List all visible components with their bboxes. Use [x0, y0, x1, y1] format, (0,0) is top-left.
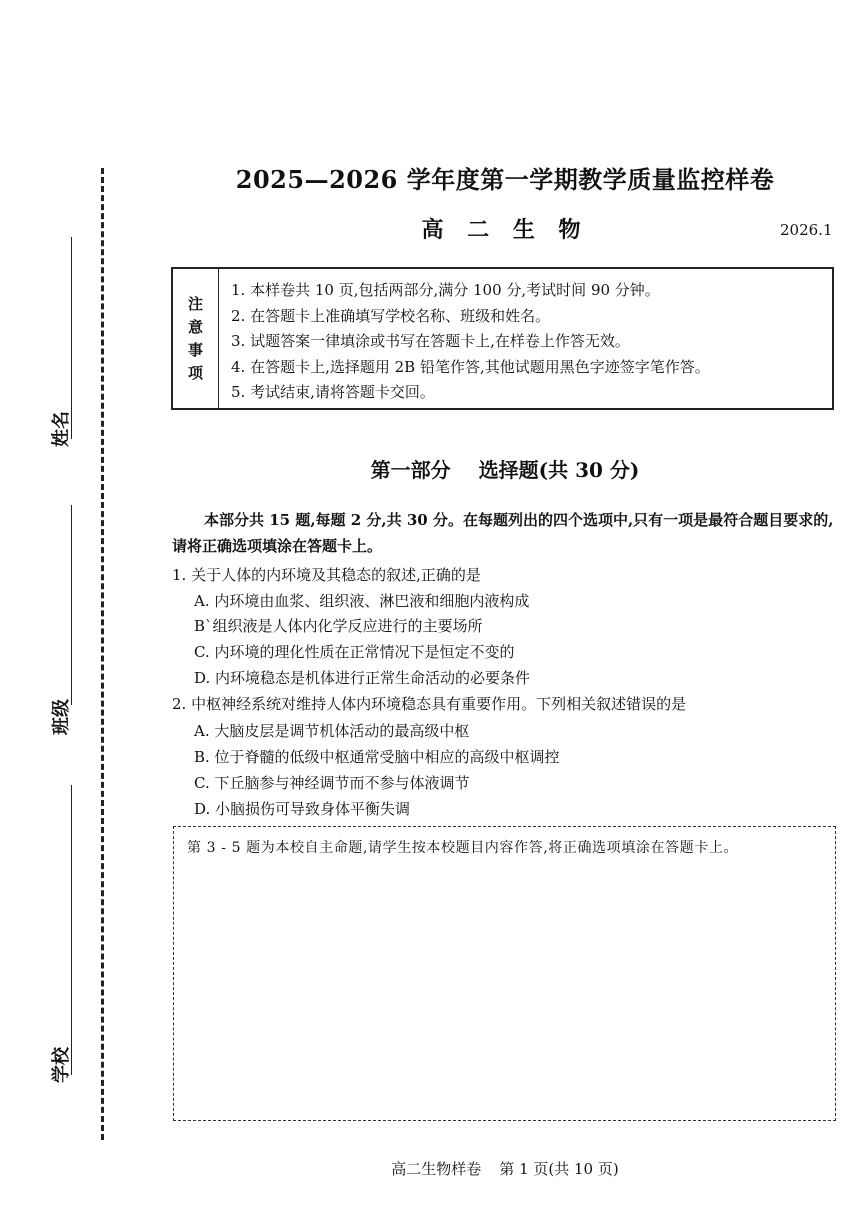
- notice-item: 1. 本样卷共 10 页,包括两部分,满分 100 分,考试时间 90 分钟。: [231, 281, 660, 299]
- exam-date: 2026.1: [780, 221, 833, 239]
- notice-item: 4. 在答题卡上,选择题用 2B 铅笔作答,其他试题用黑色字迹签字笔作答。: [231, 357, 710, 376]
- section-intro: 本部分共 15 题,每题 2 分,共 30 分。在每题列出的四个选项中,只有一项是最符合题目要求的,请将正确选项填涂在答题卡上。: [172, 511, 834, 555]
- notice-item: 3. 试题答案一律填涂或书写在答题卡上,在样卷上作答无效。: [231, 332, 630, 350]
- section-part: 第一部分: [370, 458, 451, 482]
- footer-paper-name: 高二生物样卷: [391, 1160, 482, 1178]
- notice-items: [231, 278, 824, 406]
- notice-label-char: 意: [187, 317, 203, 336]
- question-option: A. 内环境由血浆、组织液、淋巴液和细胞内液构成: [194, 592, 530, 610]
- question-option: B`组织液是人体内化学反应进行的主要场所: [194, 617, 483, 635]
- exam-title: 2025—2026 学年度第一学期教学质量监控样卷: [235, 165, 775, 194]
- question-option: D. 内环境稳态是机体进行正常生命活动的必要条件: [194, 669, 531, 687]
- footer-page-number: 第 1 页(共 10 页): [499, 1160, 619, 1178]
- school-blank-line: [71, 785, 72, 1075]
- question-option: C. 下丘脑参与神经调节而不参与体液调节: [194, 774, 470, 792]
- question-option: D. 小脑损伤可导致身体平衡失调: [194, 800, 411, 818]
- class-blank-line: [71, 505, 72, 705]
- name-blank-line: [71, 237, 72, 439]
- binding-dashed-line: [101, 168, 104, 1140]
- notice-label-char: 注: [187, 294, 203, 313]
- school-label: 学校: [51, 1047, 72, 1083]
- subject-title: 高 二 生 物: [421, 217, 589, 243]
- notice-label-char: 项: [187, 363, 203, 382]
- notice-label: [173, 269, 219, 408]
- school-questions-note: 第 3 - 5 题为本校自主命题,请学生按本校题目内容作答,将正确选项填涂在答题卡上。: [187, 840, 739, 856]
- school-questions-box: [173, 826, 836, 1121]
- page-footer: [170, 1158, 840, 1179]
- question-option: A. 大脑皮层是调节机体活动的最高级中枢: [194, 722, 470, 740]
- notice-item: 5. 考试结束,请将答题卡交回。: [231, 383, 435, 401]
- section-title: 选择题(共 30 分): [478, 458, 640, 482]
- question-stem: 1. 关于人体的内环境及其稳态的叙述,正确的是: [172, 566, 481, 584]
- notice-item: 2. 在答题卡上准确填写学校名称、班级和姓名。: [231, 306, 551, 325]
- class-label: 班级: [51, 699, 72, 735]
- notice-label-char: 事: [187, 340, 203, 359]
- question-option: C. 内环境的理化性质在正常情况下是恒定不变的: [194, 643, 515, 661]
- question-option: B. 位于脊髓的低级中枢通常受脑中相应的高级中枢调控: [194, 748, 560, 766]
- name-label: 姓名: [51, 411, 72, 447]
- question-stem: 2. 中枢神经系统对维持人体内环境稳态具有重要作用。下列相关叙述错误的是: [172, 695, 687, 713]
- notice-box: [171, 267, 834, 410]
- section-heading: [170, 454, 840, 483]
